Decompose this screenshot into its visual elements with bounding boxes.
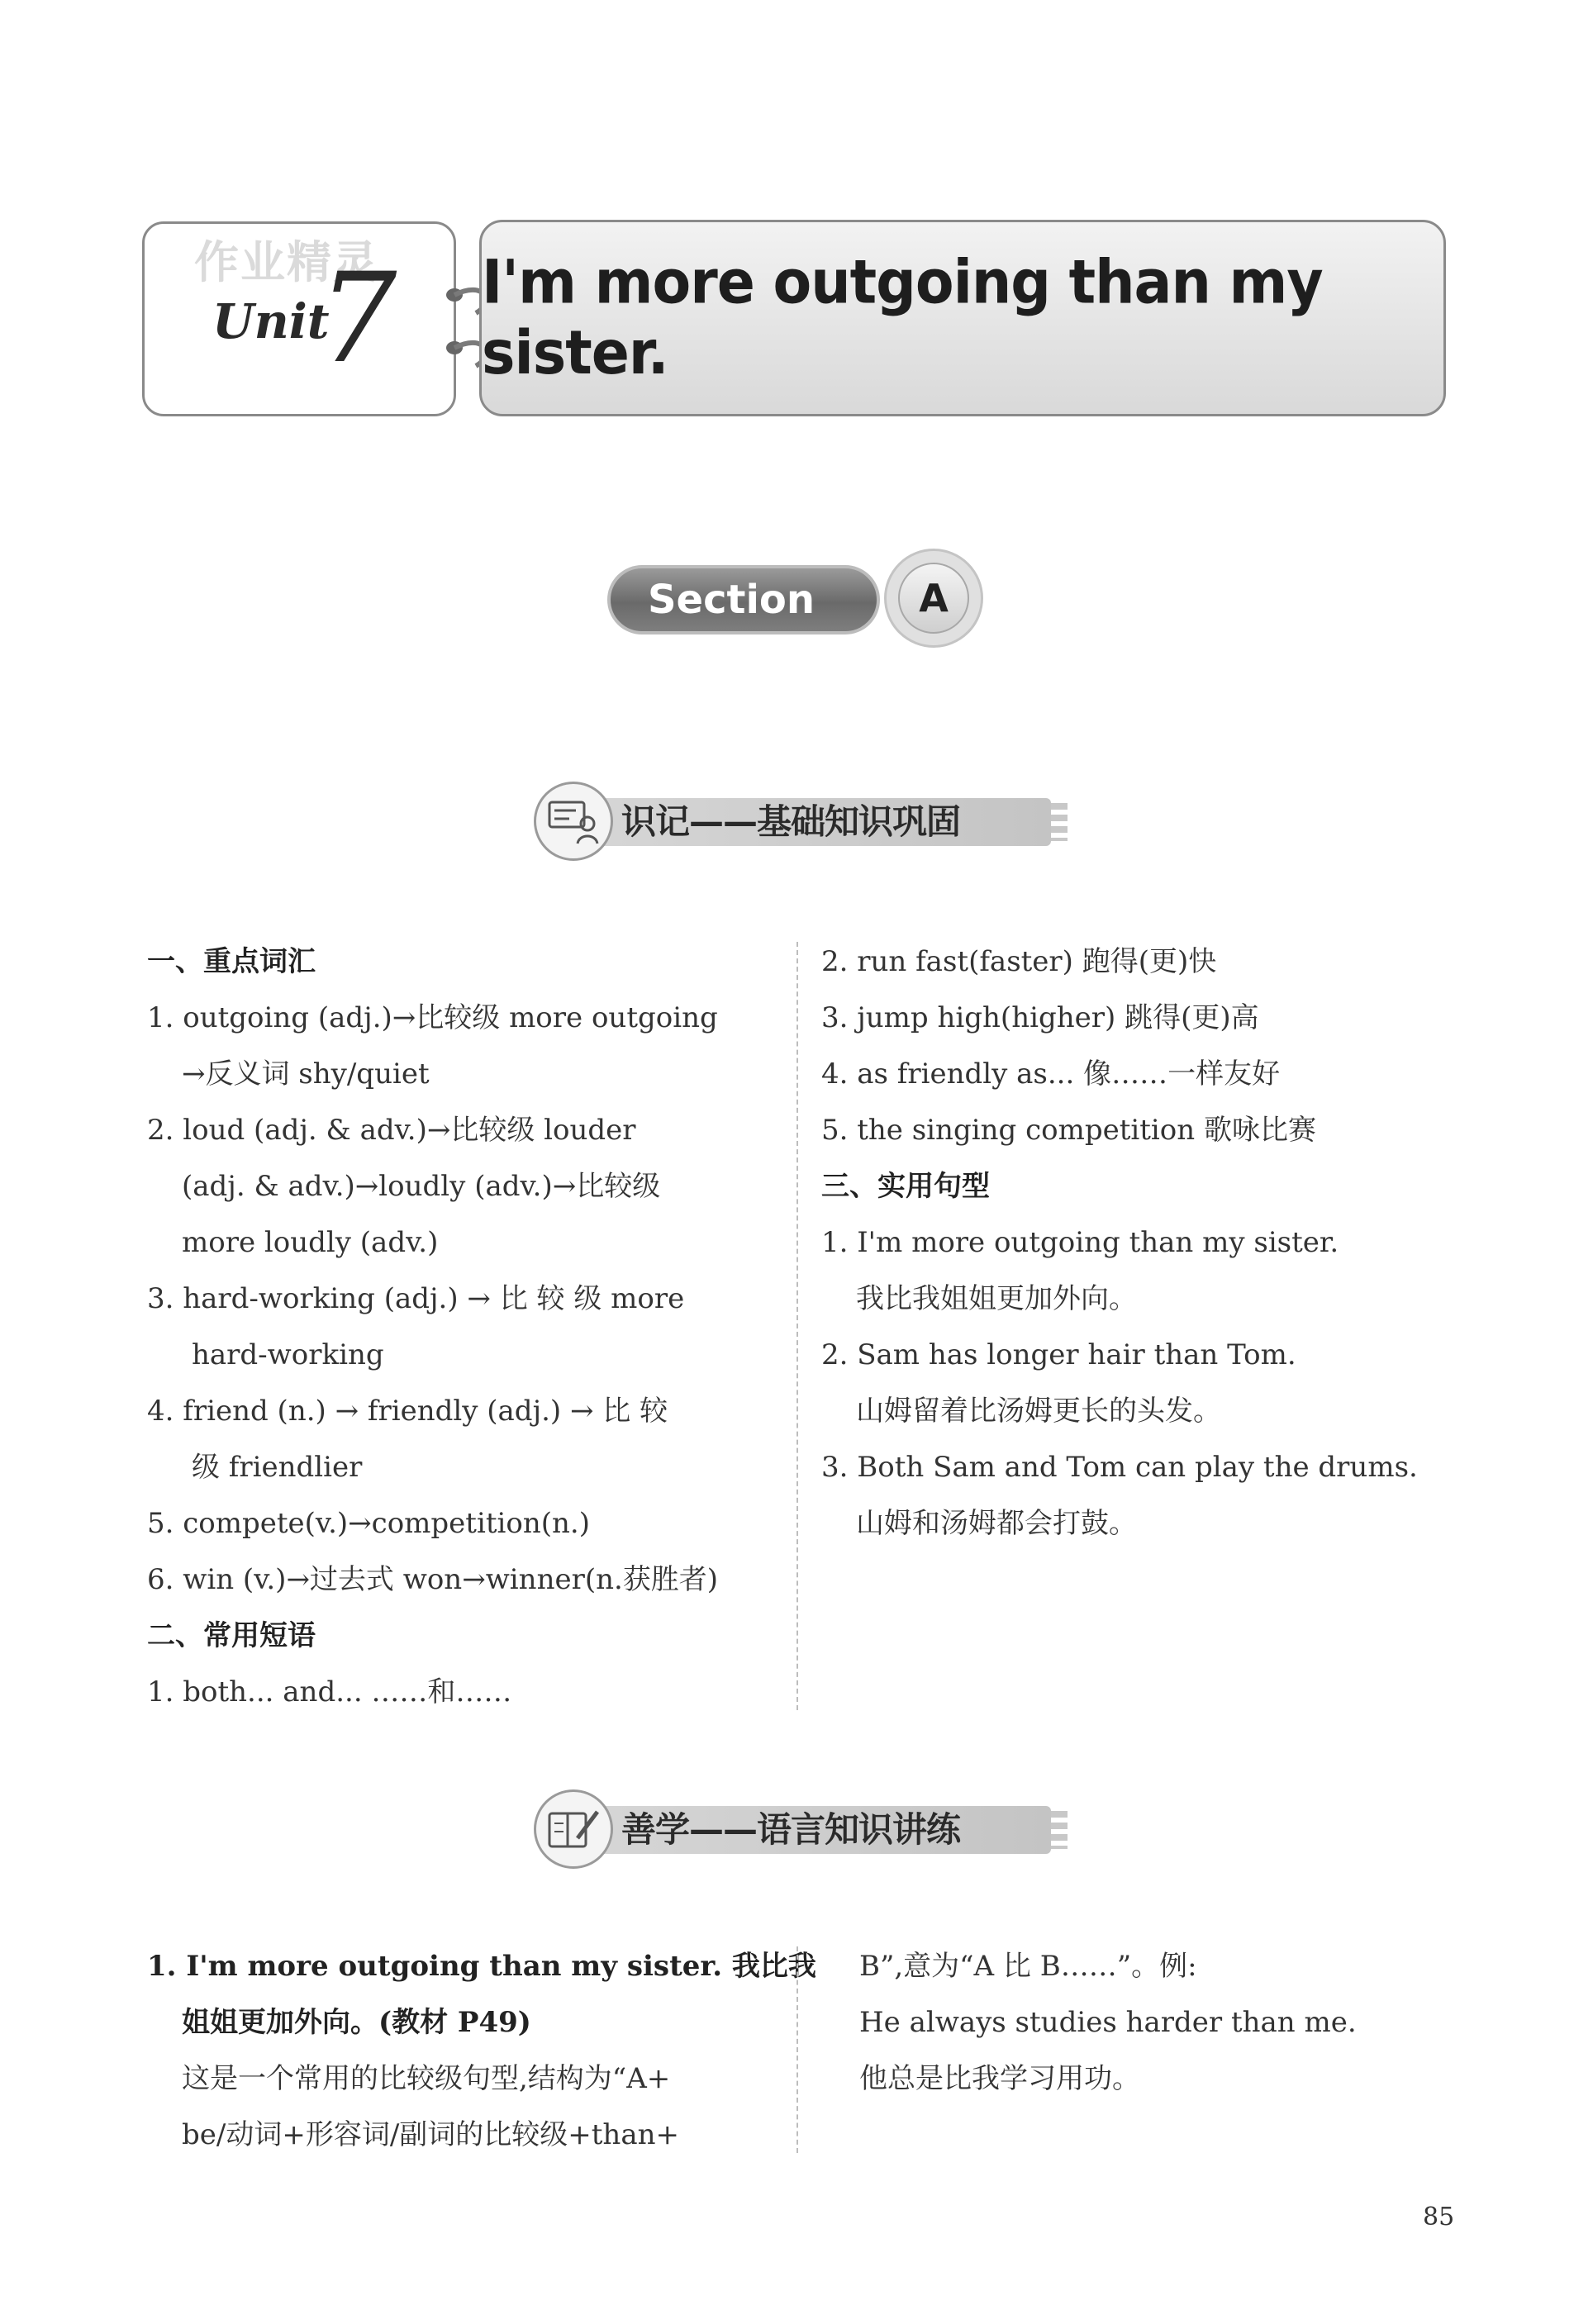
left-column-part2 [147, 1938, 816, 2163]
banner-bar [588, 1806, 1051, 1854]
banner-memorize [534, 782, 1071, 864]
vocab-line: more loudly (adv.) [182, 1226, 439, 1259]
vocab-line: 4. friend (n.) → friendly (adj.) → 比 较 [147, 1395, 668, 1428]
explanation-line: B”,意为“A 比 B……”。例: [859, 1950, 1197, 1983]
vocab-line: 6. win (v.)→过去式 won→winner(n.获胜者) [147, 1563, 719, 1596]
unit-label-box [142, 221, 456, 416]
key-sentence: 1. I'm more outgoing than my sister. 我比我 [147, 1950, 816, 1983]
explanation-line: 这是一个常用的比较级句型,结构为“A+ [182, 2062, 671, 2095]
section-letter: A [898, 563, 969, 634]
heading-phrases: 二、常用短语 [147, 1619, 316, 1652]
section-letter-badge [884, 549, 983, 648]
sentence-translation: 我比我姐姐更加外向。 [856, 1282, 1137, 1315]
column-divider [796, 942, 798, 1710]
sentence-line: 3. Both Sam and Tom can play the drums. [821, 1451, 1418, 1484]
right-column-part1 [821, 934, 1449, 1552]
banner-label: 识记——基础知识巩固 [621, 801, 961, 842]
phrase-line: 4. as friendly as... 像……一样友好 [821, 1057, 1281, 1091]
sentence-line: 2. Sam has longer hair than Tom. [821, 1338, 1296, 1371]
phrase-line: 2. run fast(faster) 跑得(更)快 [821, 945, 1217, 978]
heading-vocab: 一、重点词汇 [147, 945, 316, 978]
vocab-line: 3. hard-working (adj.) → 比 较 级 more [147, 1282, 685, 1315]
phrase-line: 1. both... and... ……和…… [147, 1675, 512, 1709]
sentence-translation: 山姆和汤姆都会打鼓。 [856, 1507, 1137, 1540]
vocab-line: 级 friendlier [192, 1451, 363, 1484]
unit-title-banner [479, 220, 1446, 416]
vocab-line: 2. loud (adj. & adv.)→比较级 louder [147, 1114, 636, 1147]
section-word: Section [647, 577, 816, 623]
unit-word: Unit [212, 293, 330, 349]
example-translation: 他总是比我学习用功。 [859, 2062, 1140, 2095]
vocab-line: 5. compete(v.)→competition(n.) [147, 1507, 590, 1540]
vocab-line: →反义词 shy/quiet [182, 1057, 430, 1091]
banner-dots [1051, 1811, 1068, 1849]
presentation-icon [534, 782, 613, 861]
unit-number: 7 [318, 247, 397, 391]
notebook-pencil-icon [534, 1789, 613, 1869]
sentence-line: 1. I'm more outgoing than my sister. [821, 1226, 1339, 1259]
vocab-line: (adj. & adv.)→loudly (adv.)→比较级 [182, 1170, 661, 1203]
vocab-line: hard-working [192, 1338, 384, 1371]
watermark: 作业精灵 [194, 236, 379, 288]
example-sentence: He always studies harder than me. [859, 2006, 1357, 2039]
right-column-part2 [859, 1938, 1438, 2107]
column-divider [796, 1946, 798, 2153]
sentence-translation: 山姆留着比汤姆更长的头发。 [856, 1395, 1221, 1428]
unit-title: I'm more outgoing than my sister. [482, 247, 1323, 389]
key-sentence-translation: 姐姐更加外向。(教材 P49) [182, 2006, 531, 2039]
heading-sentences: 三、实用句型 [821, 1170, 990, 1203]
banner-learn [534, 1789, 1071, 1872]
left-column-part1 [147, 934, 775, 1720]
banner-bar [588, 798, 1051, 846]
page-number: 85 [1423, 2203, 1455, 2231]
banner-label: 善学——语言知识讲练 [621, 1809, 961, 1850]
section-pill [607, 565, 880, 634]
vocab-line: 1. outgoing (adj.)→比较级 more outgoing [147, 1001, 718, 1034]
explanation-line: be/动词+形容词/副词的比较级+than+ [182, 2118, 679, 2151]
phrase-line: 5. the singing competition 歌咏比赛 [821, 1114, 1316, 1147]
phrase-line: 3. jump high(higher) 跳得(更)高 [821, 1001, 1259, 1034]
banner-dots [1051, 803, 1068, 841]
